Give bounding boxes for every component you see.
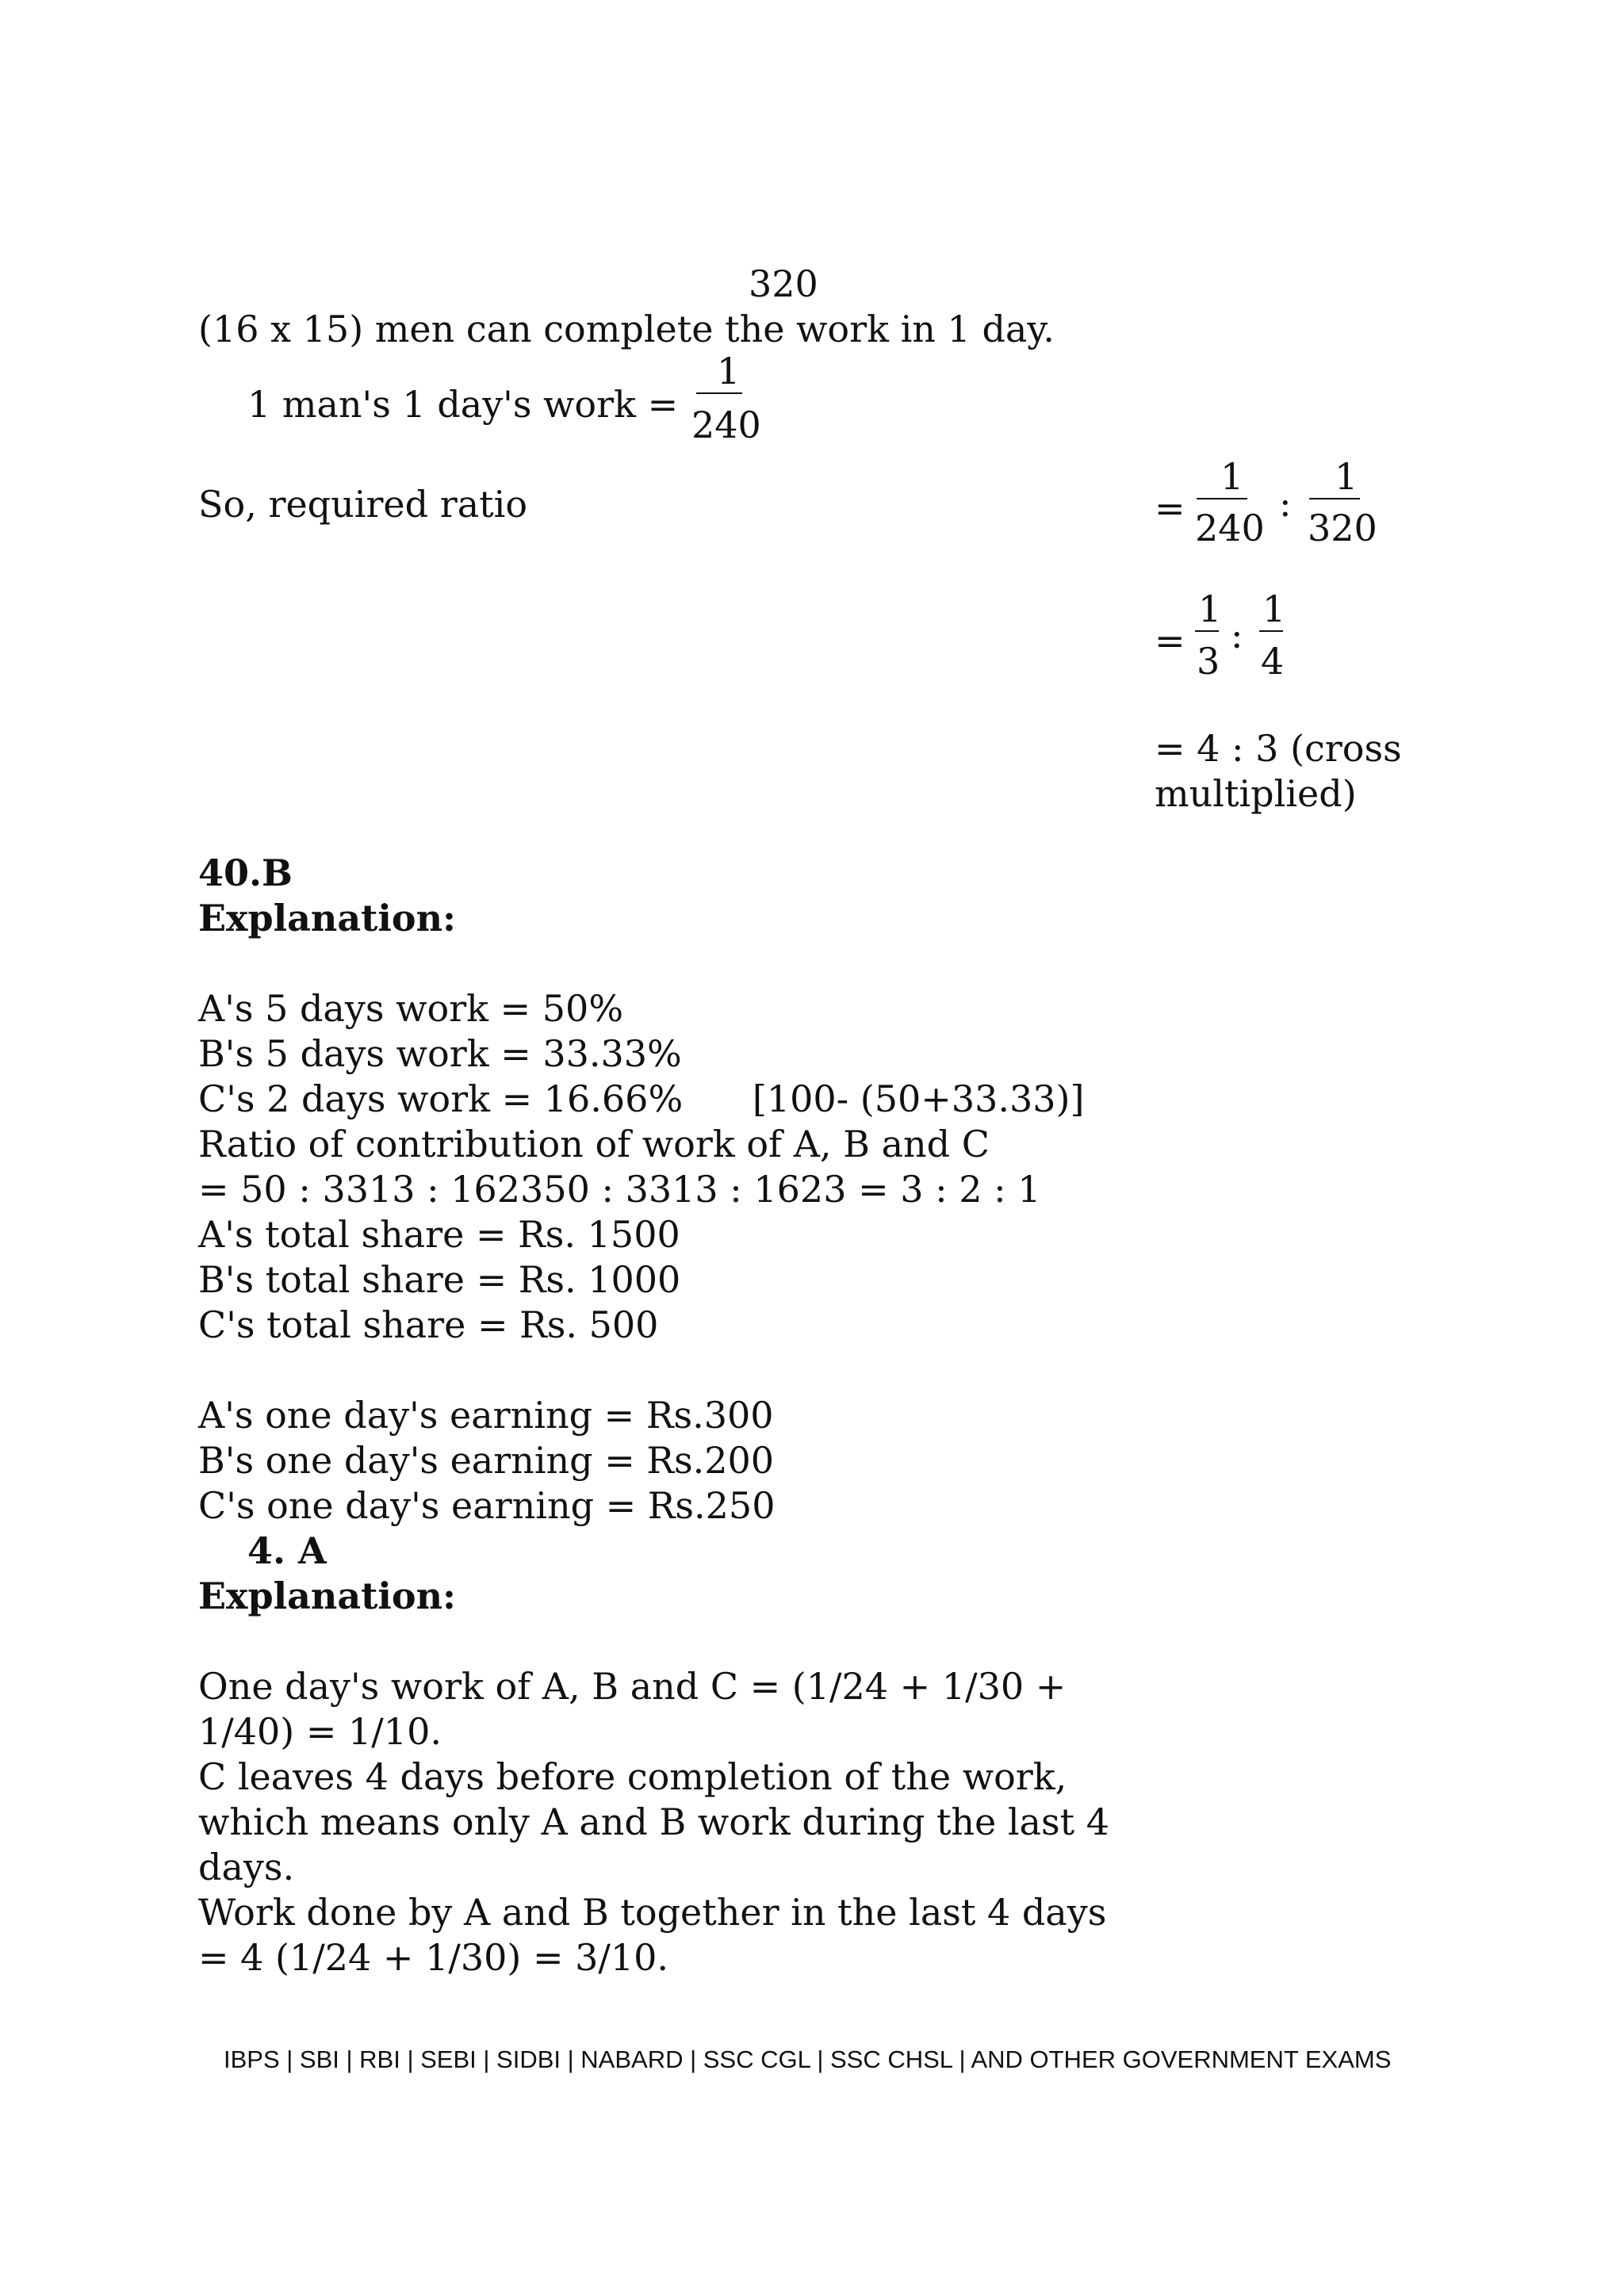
- fraction-bar: [1197, 498, 1247, 499]
- q4-heading: 4. A: [247, 1529, 327, 1572]
- ratio1-equals: =: [1155, 487, 1185, 530]
- q40-line: = 50 : 3313 : 162350 : 3313 : 1623 = 3 : 2 : 1: [198, 1168, 1041, 1211]
- ratio2-fraction-b: [1256, 587, 1288, 683]
- ratio2-equals: =: [1155, 619, 1185, 662]
- fraction-numerator: 1: [1262, 587, 1286, 630]
- q40-explanation-label: Explanation:: [198, 897, 457, 939]
- q40-earning-line: C's one day's earning = Rs.250: [198, 1484, 776, 1527]
- fraction-bar: [696, 392, 742, 394]
- fraction-denominator: 4: [1261, 640, 1285, 683]
- exam-list-footer: IBPS | SBI | RBI | SEBI | SIDBI | NABARD | SSC CGL | SSC CHSL | AND OTHER GOVERNMENT EXAMS: [224, 2045, 1392, 2073]
- ratio3-line1: = 4 : 3 (cross: [1155, 727, 1402, 770]
- fraction-numerator: 1: [717, 350, 741, 392]
- ratio1-fraction-a: [1192, 455, 1265, 549]
- q4-line: 1/40) = 1/10.: [198, 1710, 442, 1753]
- q40-earning-line: A's one day's earning = Rs.300: [198, 1394, 774, 1437]
- q40-line: C's total share = Rs. 500: [198, 1303, 659, 1346]
- q4-line: = 4 (1/24 + 1/30) = 3/10.: [198, 1936, 669, 1979]
- fraction-bar: [1309, 498, 1360, 499]
- fraction-numerator: 1: [1335, 455, 1358, 498]
- mans-work-label: 1 man's 1 day's work =: [247, 383, 679, 426]
- q40-earning-line: B's one day's earning = Rs.200: [198, 1439, 775, 1482]
- mans-work-fraction: [691, 350, 761, 446]
- q40-line: B's total share = Rs. 1000: [198, 1258, 681, 1301]
- q4-line: days.: [198, 1846, 295, 1888]
- fraction-numerator: 1: [1220, 455, 1244, 498]
- men-complete-line: (16 x 15) men can complete the work in 1 day.: [198, 308, 1055, 350]
- fraction-numerator: 1: [1198, 587, 1222, 630]
- q4-line: C leaves 4 days before completion of the work,: [198, 1755, 1067, 1798]
- q40-line: C's 2 days work = 16.66% [100- (50+33.33)]: [198, 1077, 1085, 1120]
- required-ratio-label: So, required ratio: [198, 483, 528, 526]
- ratio2-fraction-a: [1192, 587, 1224, 683]
- q40-line: A's 5 days work = 50%: [198, 987, 624, 1030]
- q40-line: Ratio of contribution of work of A, B and C: [198, 1123, 990, 1165]
- ratio1-fraction-b: [1304, 455, 1377, 549]
- q40-line: B's 5 days work = 33.33%: [198, 1032, 682, 1075]
- fraction-denominator: 240: [1195, 507, 1265, 549]
- fraction-denominator: 3: [1197, 640, 1220, 683]
- fraction-denominator: 240: [691, 404, 761, 446]
- q40-heading: 40.B: [198, 851, 293, 894]
- q4-line: which means only A and B work during the last 4: [198, 1800, 1109, 1843]
- fraction-denominator: 320: [1308, 507, 1377, 549]
- q4-explanation-label: Explanation:: [198, 1575, 457, 1617]
- q4-line: Work done by A and B together in the last 4 days: [198, 1891, 1107, 1934]
- ratio3-line2: multiplied): [1155, 772, 1357, 815]
- q4-line: One day's work of A, B and C = (1/24 + 1/30 +: [198, 1665, 1067, 1708]
- q40-line: A's total share = Rs. 1500: [198, 1213, 680, 1256]
- carried-denominator: 320: [749, 262, 818, 305]
- ratio1-colon: :: [1279, 482, 1292, 525]
- ratio2-colon: :: [1231, 614, 1243, 656]
- fraction-bar: [1259, 630, 1283, 632]
- fraction-bar: [1195, 630, 1219, 632]
